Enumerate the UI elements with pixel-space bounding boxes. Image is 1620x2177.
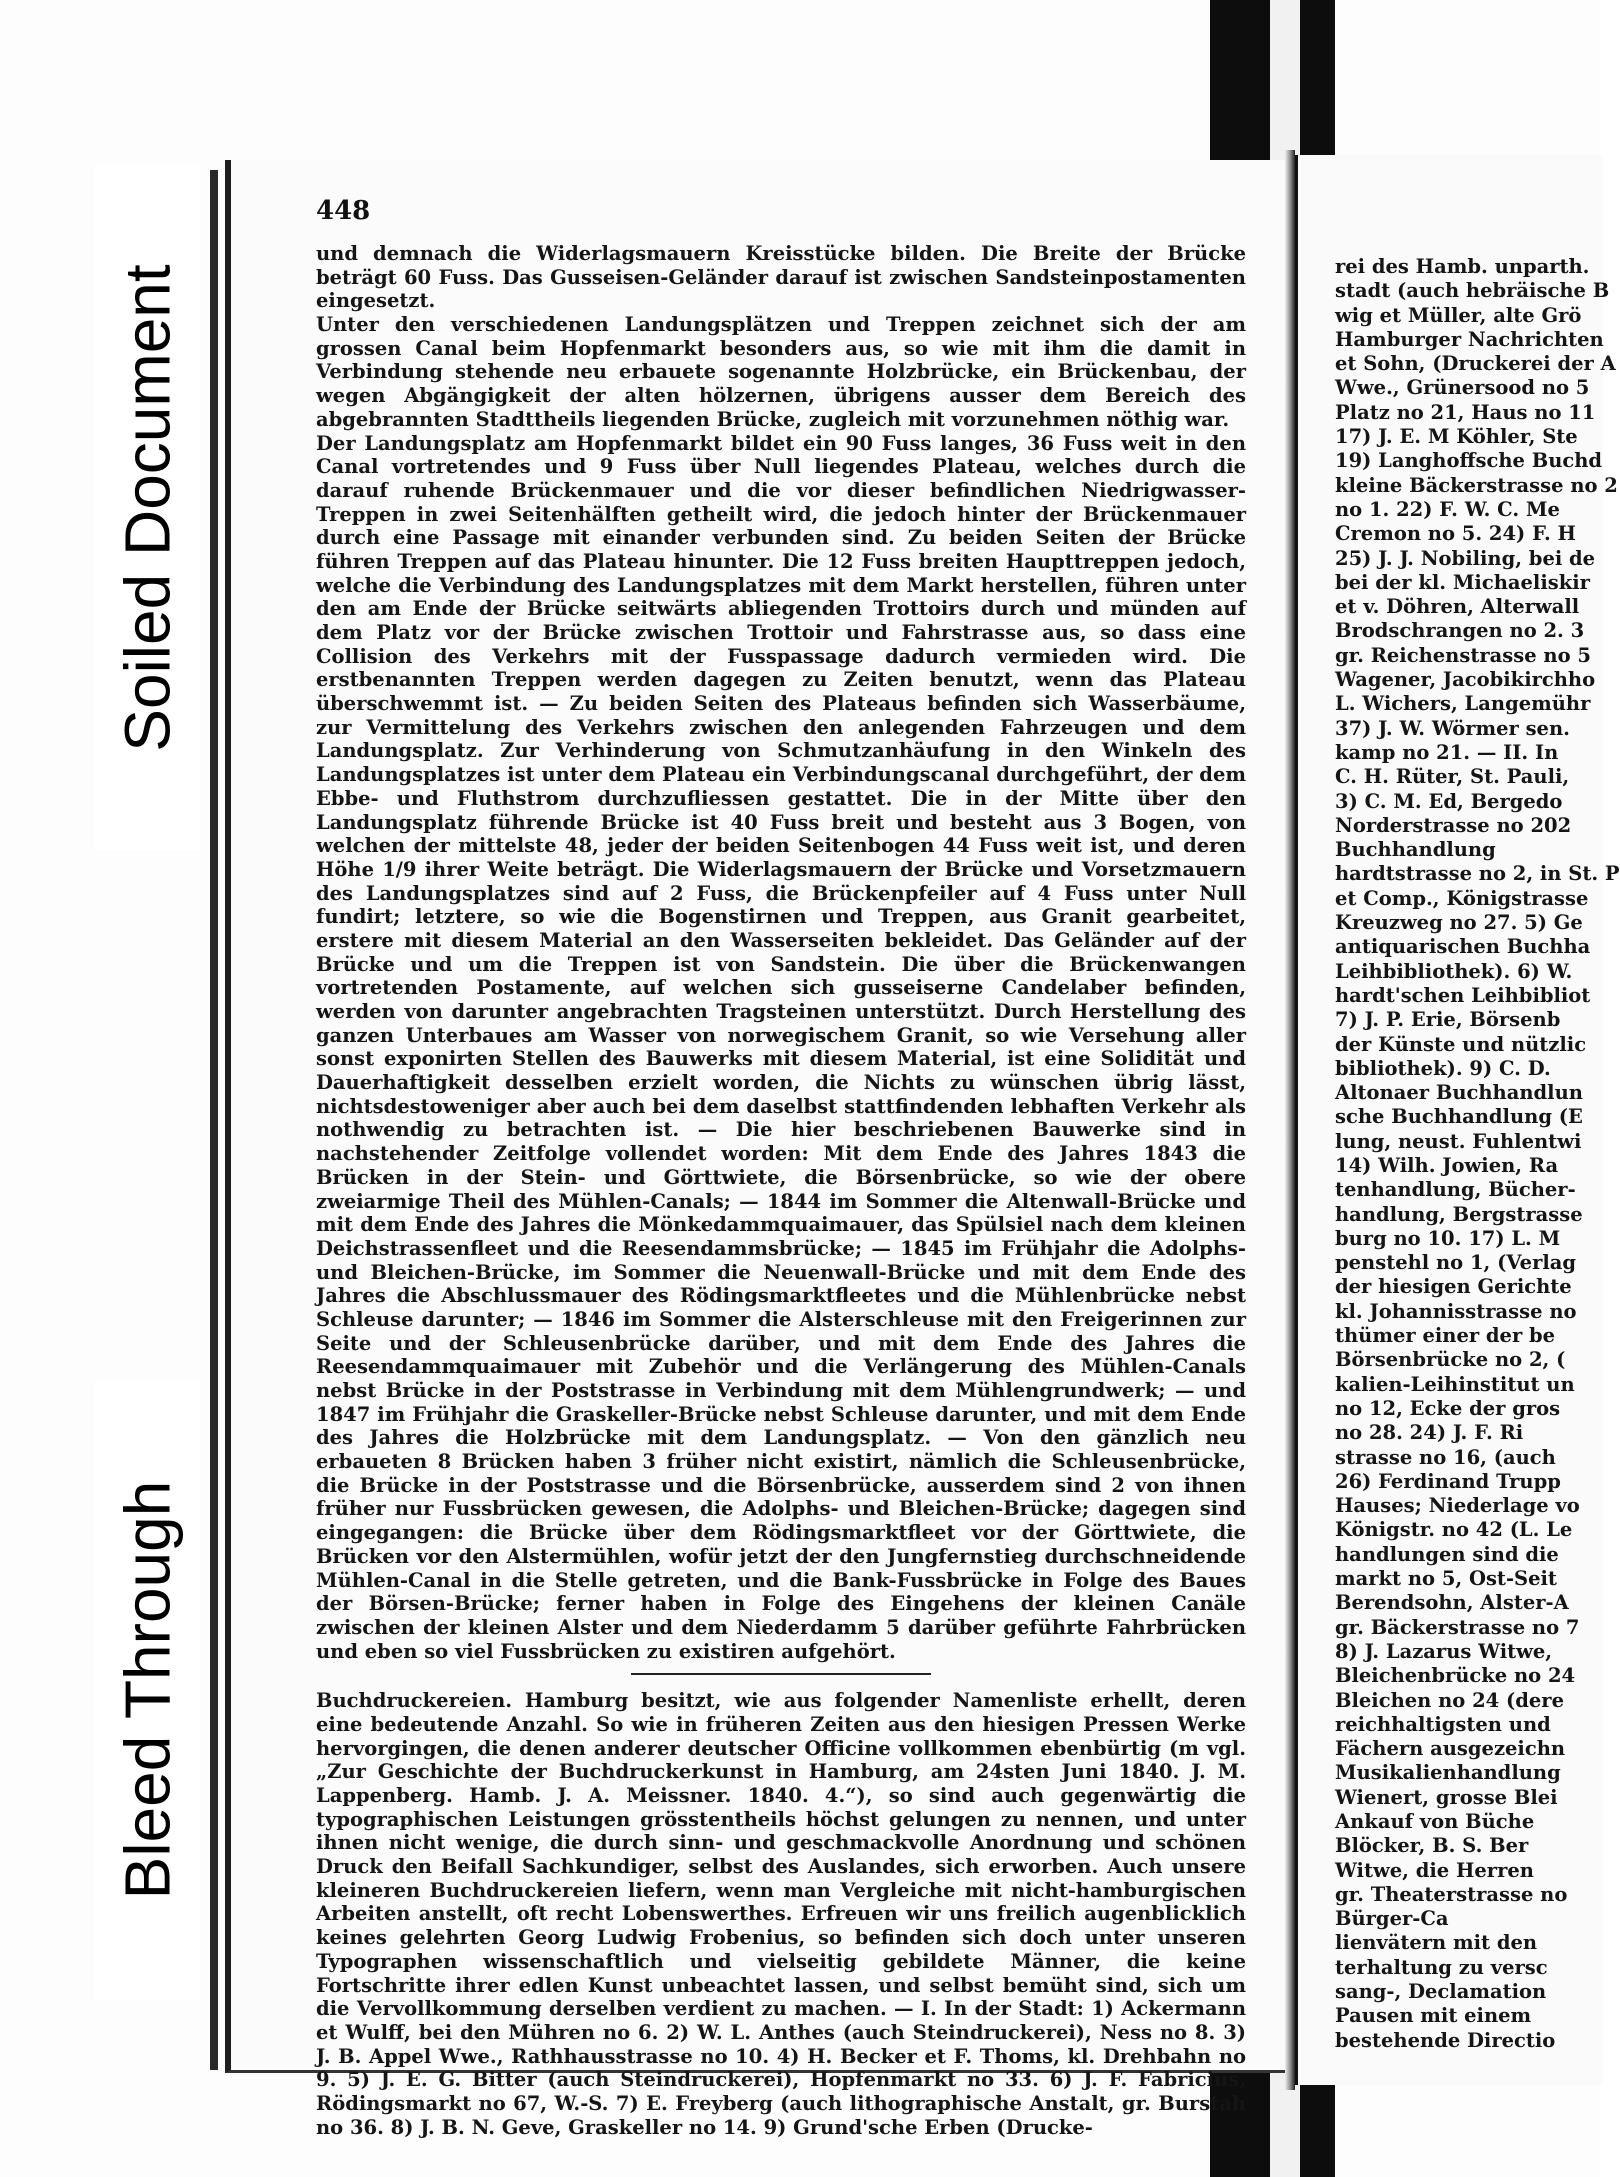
right-page-line: bei der kl. Michaeliskir	[1335, 570, 1590, 594]
right-page-line: L. Wichers, Langemühr	[1335, 692, 1591, 716]
right-page-line: no 28. 24) J. F. Ri	[1335, 1421, 1524, 1445]
page-number: 448	[316, 196, 371, 226]
right-page-line: gr. Reichenstrasse no 5	[1335, 643, 1591, 667]
bleed-through-text: Bleed Through	[111, 1480, 184, 1900]
right-page-line: rei des Hamb. unparth.	[1335, 255, 1590, 278]
right-page-line: antiquarischen Buchha	[1335, 935, 1591, 959]
right-page-line: Cremon no 5. 24) F. H	[1335, 522, 1576, 546]
right-page-line: Hauses; Niederlage vo	[1335, 1494, 1580, 1518]
right-page-line: Buchhandlung	[1335, 838, 1496, 862]
bleed-through-label	[95, 1380, 200, 2000]
right-page-line: Bleichen no 24 (dere	[1335, 1688, 1564, 1712]
right-page-line: 26) Ferdinand Trupp	[1335, 1469, 1561, 1493]
right-page-line: handlungen sind die	[1335, 1542, 1559, 1566]
paragraph-buchdruckereien: Buchdruckereien. Hamburg besitzt, wie aus folgender Namenliste erhellt, deren eine bedeutende Anzahl. So wie in früheren Zeiten aus den hiesigen Pressen Werke hervorgingen, die denen anderer deutscher Officine vollkommen ebenbürtig (m vgl. „Zur Geschichte der Buchdruckerkunst in Hamburg, am 24sten Juni 1840. J. M. Lappenberg. Hamb. J. A. Meissner. 1840. 4.“), so sind auch gegenwärtig die typographischen Leistungen grösstentheils höchst gelungen zu nennen, und unter ihnen nicht wenige, die durch sinn- und geschmackvolle Anordnung und schönen Druck den Beifall Sachkundiger, selbst des Auslandes, sich erworben. Auch unsere kleineren Buchdruckereien liefern, wenn man Vergleiche mit nicht-hamburgischen Arbeiten anstellt, oft recht Lobenswerthes. Erfreuen wir uns freilich augenblicklich keines gelehrten Georg Ludwig Frobenius, so befinden sich doch unter unseren Typographen wissenschaftlich und vielseitig gebildete Männer, die keine Fortschritte ihrer edlen Kunst unbeachtet lassen, und selbst bemüht sind, sich um die Vervollkommung derselben verdient zu machen. — I. In der Stadt: 1) Ackermann et Wulff, bei den Mühren no 6. 2) W. L. Anthes (auch Steindruckerei), Ness no 8. 3) J. B. Appel Wwe., Rathhausstrasse no 10. 4) H. Becker et F. Thoms, kl. Drehbahn no 9. 5) J. E. G. Bitter (auch Steindruckerei), Hopfenmarkt no 33. 6) J. F. Fabricius, Rödingsmarkt no 67, W.-S. 7) E. Freyberg (auch lithographische Anstalt, gr. Burstah no 36. 8) J. B. N. Geve, Graskeller no 14. 9) Grund'sche Erben (Drucke-	[316, 1689, 1246, 2139]
right-page-line: der Künste und nützlic	[1335, 1032, 1587, 1056]
right-page-line: no 1. 22) F. W. C. Me	[1335, 497, 1560, 521]
right-page-line: gr. Bäckerstrasse no 7	[1335, 1615, 1580, 1639]
right-page-line: no 12, Ecke der gros	[1335, 1396, 1561, 1420]
right-page-text	[1335, 255, 1620, 2053]
right-page-line: penstehl no 1, (Verlag	[1335, 1251, 1577, 1275]
right-page-line: markt no 5, Ost-Seit	[1335, 1567, 1557, 1591]
right-page-line: burg no 10. 17) L. M	[1335, 1226, 1561, 1250]
right-page-line: Fächern ausgezeichn	[1335, 1737, 1566, 1761]
right-page-line: der hiesigen Gerichte	[1335, 1275, 1572, 1299]
right-page-line: Leihbibliothek). 6) W.	[1335, 959, 1573, 983]
soiled-document-label	[95, 165, 200, 850]
right-page-line: reichhaltigsten und	[1335, 1712, 1551, 1736]
right-page-line: gr. Theaterstrasse no	[1335, 1882, 1568, 1906]
right-page-line: 3) C. M. Ed, Bergedo	[1335, 789, 1563, 813]
right-page-line: Witwe, die Herren	[1335, 1858, 1534, 1882]
right-page-line: Hamburger Nachrichten	[1335, 327, 1604, 351]
right-page-line: Berendsohn, Alster-A	[1335, 1591, 1569, 1615]
right-page-line: stadt (auch hebräische B	[1335, 279, 1610, 303]
right-page-line: Bleichenbrücke no 24	[1335, 1664, 1576, 1688]
right-page-line: Pausen mit einem	[1335, 2004, 1532, 2028]
right-page-line: 17) J. E. M Köhler, Ste	[1335, 425, 1578, 449]
right-page-line: 25) J. J. Nobiling, bei de	[1335, 546, 1596, 570]
right-page-line: hardt'schen Leihbibliot	[1335, 983, 1591, 1007]
paragraph-hopfenmarkt: Der Landungsplatz am Hopfenmarkt bildet ein 90 Fuss langes, 36 Fuss weit in den Canal vortretendes und 9 Fuss über Null liegendes Plateau, welches durch die darauf ruhende Brückenmauer und die vor dieser befindlichen Niedrigwasser-Treppen in zwei Seitenhälften getheilt wird, die jedoch hinter der Brückenmauer durch eine Passage mit einander verbunden sind. Zu beiden Seiten der Brücke führen Treppen auf das Plateau hinunter. Die 12 Fuss breiten Haupttreppen jedoch, welche die Verbindung des Landungsplatzes mit dem Markt herstellen, führen unter den am Ende der Brücke seitwärts abliegenden Trottoirs durch und münden auf dem Platz vor der Brücke zwischen Trottoir und Fahrstrasse aus, so dass eine Collision des Verkehrs mit der Fusspassage dadurch vermieden wird. Die erstbenannten Treppen werden dagegen zu Zeiten benutzt, wenn das Plateau überschwemmt ist. — Zu beiden Seiten des Plateaus befinden sich Wasserbäume, zur Vermittelung des Verkehrs zwischen den anlegenden Fahrzeugen und dem Landungsplatz. Zur Verhinderung von Schmutzanhäufung in den Winkeln des Landungsplatzes ist unter dem Plateau ein Verbindungscanal durchgeführt, der dem Ebbe- und Fluthstrom durchzufliessen gestattet. Die in der Mitte über den Landungsplatz führende Brücke ist 40 Fuss breit und besteht aus 3 Bogen, von welchen der mittelste 48, jeder der beiden Seitenbogen 44 Fuss weit ist, und deren Höhe 1/9 ihrer Weite beträgt. Die Widerlagsmauern der Brücke und Vorsetzmauern des Landungsplatzes sind auf 2 Fuss, die Brückenpfeiler auf 4 Fuss unter Null fundirt; letztere, so wie die Bogenstirnen und Treppen, aus Granit gearbeitet, erstere mit diesem Material an den Wasserseiten bekleidet. Das Geländer auf der Brücke und um die Treppen ist von Sandstein. Die über die Brückenwangen vortretenden Postamente, auf welchen sich gusseiserne Candelaber befinden, werden von darunter angebrachten Tragsteinen unterstützt. Durch Herstellung des ganzen Unterbaues am Wasser von norwegischem Granit, so wie Versehung aller sonst exponirten Stellen des Bauwerks mit diesem Material, ist eine Solidität und Dauerhaftigkeit desselben erzielt worden, die Nichts zu wünschen übrig lässt, nichtsdestoweniger aber auch bei dem daselbst stattfindenden lebhaften Verkehr als nothwendig zu betrachten ist. — Die hier beschriebenen Bauwerke sind in nachstehender Zeitfolge vollendet worden: Mit dem Ende des Jahres 1843 die Brücken in der Stein- und Görttwiete, die Börsenbrücke, so wie der obere zweiarmige Theil des Mühlen-Canals; — 1844 im Sommer die Altenwall-Brücke und mit dem Ende des Jahres die Mönkedammquaimauer, das Spülsiel nach dem kleinen Deichstrassenfleet und die Reesendammsbrücke; — 1845 im Frühjahr die Adolphs- und Bleichen-Brücke, im Sommer die Neuenwall-Brücke und mit dem Ende des Jahres die Abschlussmauer des Rödingsmarktfleetes und die Mühlenbrücke nebst Schleuse darunter; — 1846 im Sommer die Alsterschleuse mit den Freigerinnen zur Seite und der Schleusenbrücke darüber, und mit dem Ende des Jahres die Reesendammquaimauer mit Zubehör und die Verlängerung des Mühlen-Canals nebst Brücke in der Poststrasse in Verbindung mit dem Mühlengrundwerk; — und 1847 im Frühjahr die Graskeller-Brücke nebst Schleuse darunter, und mit dem Ende des Jahres die Holzbrücke mit dem Landungsplatz. — Von den gänzlich neu erbaueten 8 Brücken haben 3 früher nicht existirt, nämlich die Schleusenbrücke, die Brücke in der Poststrasse und die Börsenbrücke, ausserdem sind 2 von ihnen früher nur Fussbrücken gewesen, die Adolphs- und Bleichen-Brücke; dagegen sind eingegangen: die Brücke über dem Rödingsmarktfleet vor der Görttwiete, die Brücken vor den Alstermühlen, wofür jetzt der den Jungfernstieg durchschneidende Mühlen-Canal in die Stelle getreten, und die Bank-Fussbrücke in Folge des Baues der Börsen-Brücke; ferner haben in Folge des Eingehens der kleinen Canäle zwischen der kleinen Alster und dem Niederdamm 5 darüber geführte Fahrbrücken und eben so viel Fussbrücken zu existiren aufgehört.	[316, 431, 1246, 1663]
right-page-line: tenhandlung, Bücher-	[1335, 1178, 1576, 1202]
right-page-line: 7) J. P. Erie, Börsenb	[1335, 1008, 1561, 1032]
soiled-document-text: Soiled Document	[111, 263, 184, 752]
right-page-line: 14) Wilh. Jowien, Ra	[1335, 1153, 1559, 1177]
right-page-line: et Sohn, (Druckerei der A	[1335, 352, 1616, 376]
right-page-line: lienvätern mit den	[1335, 1931, 1538, 1955]
right-page-line: sang-, Declamation	[1335, 1980, 1547, 2004]
right-page-line: 19) Langhoffsche Buchd	[1335, 449, 1603, 473]
right-page-line: et v. Döhren, Alterwall	[1335, 595, 1580, 619]
right-page-line: Ankauf von Büche	[1335, 1810, 1535, 1833]
right-page-line: Bürger-Ca	[1335, 1907, 1449, 1931]
right-page-line: Börsenbrücke no 2, (	[1335, 1348, 1566, 1372]
right-page-line: kamp no 21. — II. In	[1335, 740, 1559, 764]
page-edge	[210, 170, 218, 2070]
right-page-line: Königstr. no 42 (L. Le	[1335, 1518, 1573, 1542]
right-page-line: lung, neust. Fuhlentwi	[1335, 1129, 1582, 1153]
paragraph-bridge-end: und demnach die Widerlagsmauern Kreisstücke bilden. Die Breite der Brücke beträgt 60 Fuss. Das Gusseisen-Geländer darauf ist zwischen Sandsteinpostamenten eingesetzt.	[316, 242, 1246, 313]
right-page-line: kleine Bäckerstrasse no 2	[1335, 473, 1618, 497]
right-page-line: handlung, Bergstrasse	[1335, 1202, 1583, 1226]
right-page-line: Norderstrasse no 202	[1335, 813, 1572, 837]
right-page-line: Wienert, grosse Blei	[1335, 1785, 1558, 1809]
section-divider	[631, 1673, 931, 1675]
right-page-line: Altonaer Buchhandlun	[1335, 1081, 1583, 1105]
right-page-line: Wagener, Jacobikirchho	[1335, 668, 1596, 692]
right-page-line: et Comp., Königstrasse	[1335, 886, 1589, 910]
right-page-line: Musikalienhandlung	[1335, 1761, 1561, 1785]
right-page-line: 37) J. W. Wörmer sen.	[1335, 716, 1570, 740]
right-page-line: C. H. Rüter, St. Pauli,	[1335, 765, 1570, 789]
right-page-line: Brodschrangen no 2. 3	[1335, 619, 1585, 643]
right-page-line: bestehende Directio	[1335, 2028, 1556, 2052]
right-page-line: Wwe., Grünersood no 5	[1335, 376, 1590, 400]
page-fold	[1285, 150, 1295, 2090]
right-page-line: terhaltung zu versc	[1335, 1955, 1548, 1979]
right-page-line: thümer einer der be	[1335, 1324, 1556, 1348]
right-page-line: sche Buchhandlung (E	[1335, 1105, 1583, 1129]
right-page-line: Platz no 21, Haus no 11	[1335, 400, 1596, 424]
right-page-line: Blöcker, B. S. Ber	[1335, 1834, 1529, 1858]
right-page-line: Kreuzweg no 27. 5) Ge	[1335, 911, 1583, 935]
right-page-line: wig et Müller, alte Grö	[1335, 303, 1582, 327]
right-page-line: bibliothek). 9) C. D.	[1335, 1056, 1551, 1080]
right-page-line: kalien-Leihinstitut un	[1335, 1372, 1575, 1396]
left-page-text	[316, 242, 1246, 2139]
right-page-line: hardtstrasse no 2, in St. P	[1335, 862, 1620, 886]
paragraph-landing-places: Unter den verschiedenen Landungsplätzen und Treppen zeichnet sich der am grossen Canal beim Hopfenmarkt besonders aus, so wie mit ihm die damit in Verbindung stehende neu erbauete sogenannte Holzbrücke, ein Brückenbau, der wegen Abgängigkeit der alten hölzernen, übrigens ausser dem Bereich des abgebrannten Stadttheils liegenden Brücke, zugleich mit vorzunehmen nöthig war.	[316, 313, 1246, 431]
right-page-line: strasse no 16, (auch	[1335, 1445, 1556, 1469]
right-page-line: kl. Johannisstrasse no	[1335, 1299, 1577, 1323]
right-page-line: 8) J. Lazarus Witwe,	[1335, 1639, 1553, 1663]
